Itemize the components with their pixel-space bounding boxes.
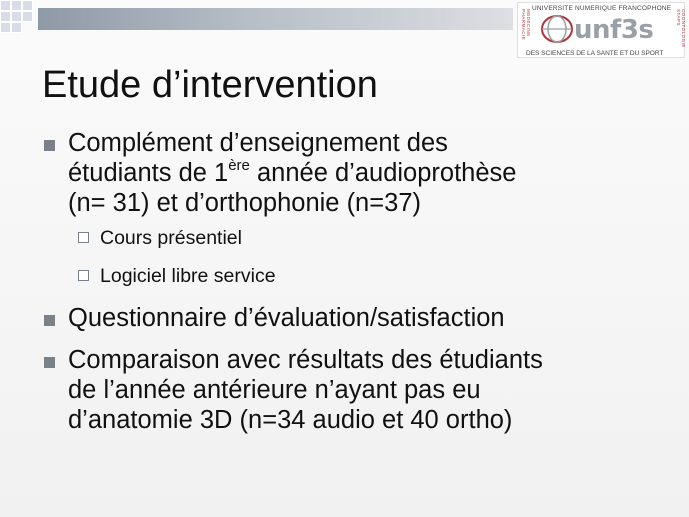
hollow-square-bullet-icon xyxy=(78,232,89,243)
logo-left-vertical: MEDECINE PHARMACIE xyxy=(521,9,531,41)
logo-globe-icon xyxy=(540,14,574,44)
bullet-line: Comparaison avec résultats des étudiants xyxy=(68,346,543,374)
bullet-line: d’anatomie 3D (n=34 audio et 40 ortho) xyxy=(68,406,513,434)
logo-right-vertical: ODONTOLOGIE STAPS xyxy=(676,9,686,48)
hollow-square-bullet-icon xyxy=(78,270,89,281)
bullet-item xyxy=(44,345,674,435)
unf3s-logo xyxy=(517,2,685,58)
bullet-list xyxy=(44,128,674,435)
bullet-line: Questionnaire d’évaluation/satisfaction xyxy=(68,304,505,332)
logo-bottom-text: DES SCIENCES DE LA SANTE ET DU SPORT xyxy=(526,50,664,57)
square-bullet-icon xyxy=(44,140,55,151)
square-bullet-icon xyxy=(44,357,55,368)
logo-top-text: UNIVERSITE NUMERIQUE FRANCOPHONE xyxy=(532,5,672,12)
bullet-item xyxy=(44,303,674,333)
bullet-line: étudiants de 1ère année d’audioprothèse xyxy=(68,156,517,187)
sub-bullet-text: Cours présentiel xyxy=(100,227,242,249)
superscript: ère xyxy=(228,156,250,174)
slide-title: Etude d’intervention xyxy=(42,64,378,106)
bullet-line: de l’année antérieure n’ayant pas eu xyxy=(68,376,481,404)
bullet-line: Complément d’enseignement des xyxy=(68,129,448,157)
corner-decoration xyxy=(0,0,40,40)
square-bullet-icon xyxy=(44,315,55,326)
header-bar xyxy=(38,8,513,30)
sub-bullet-list xyxy=(44,227,674,288)
bullet-item xyxy=(44,128,674,218)
sub-bullet-text: Logiciel libre service xyxy=(100,265,276,287)
sub-bullet-item xyxy=(44,227,674,250)
bullet-line: (n= 31) et d’orthophonie (n=37) xyxy=(68,189,421,217)
sub-bullet-item xyxy=(44,265,674,288)
logo-brand: unf3s xyxy=(574,15,654,45)
